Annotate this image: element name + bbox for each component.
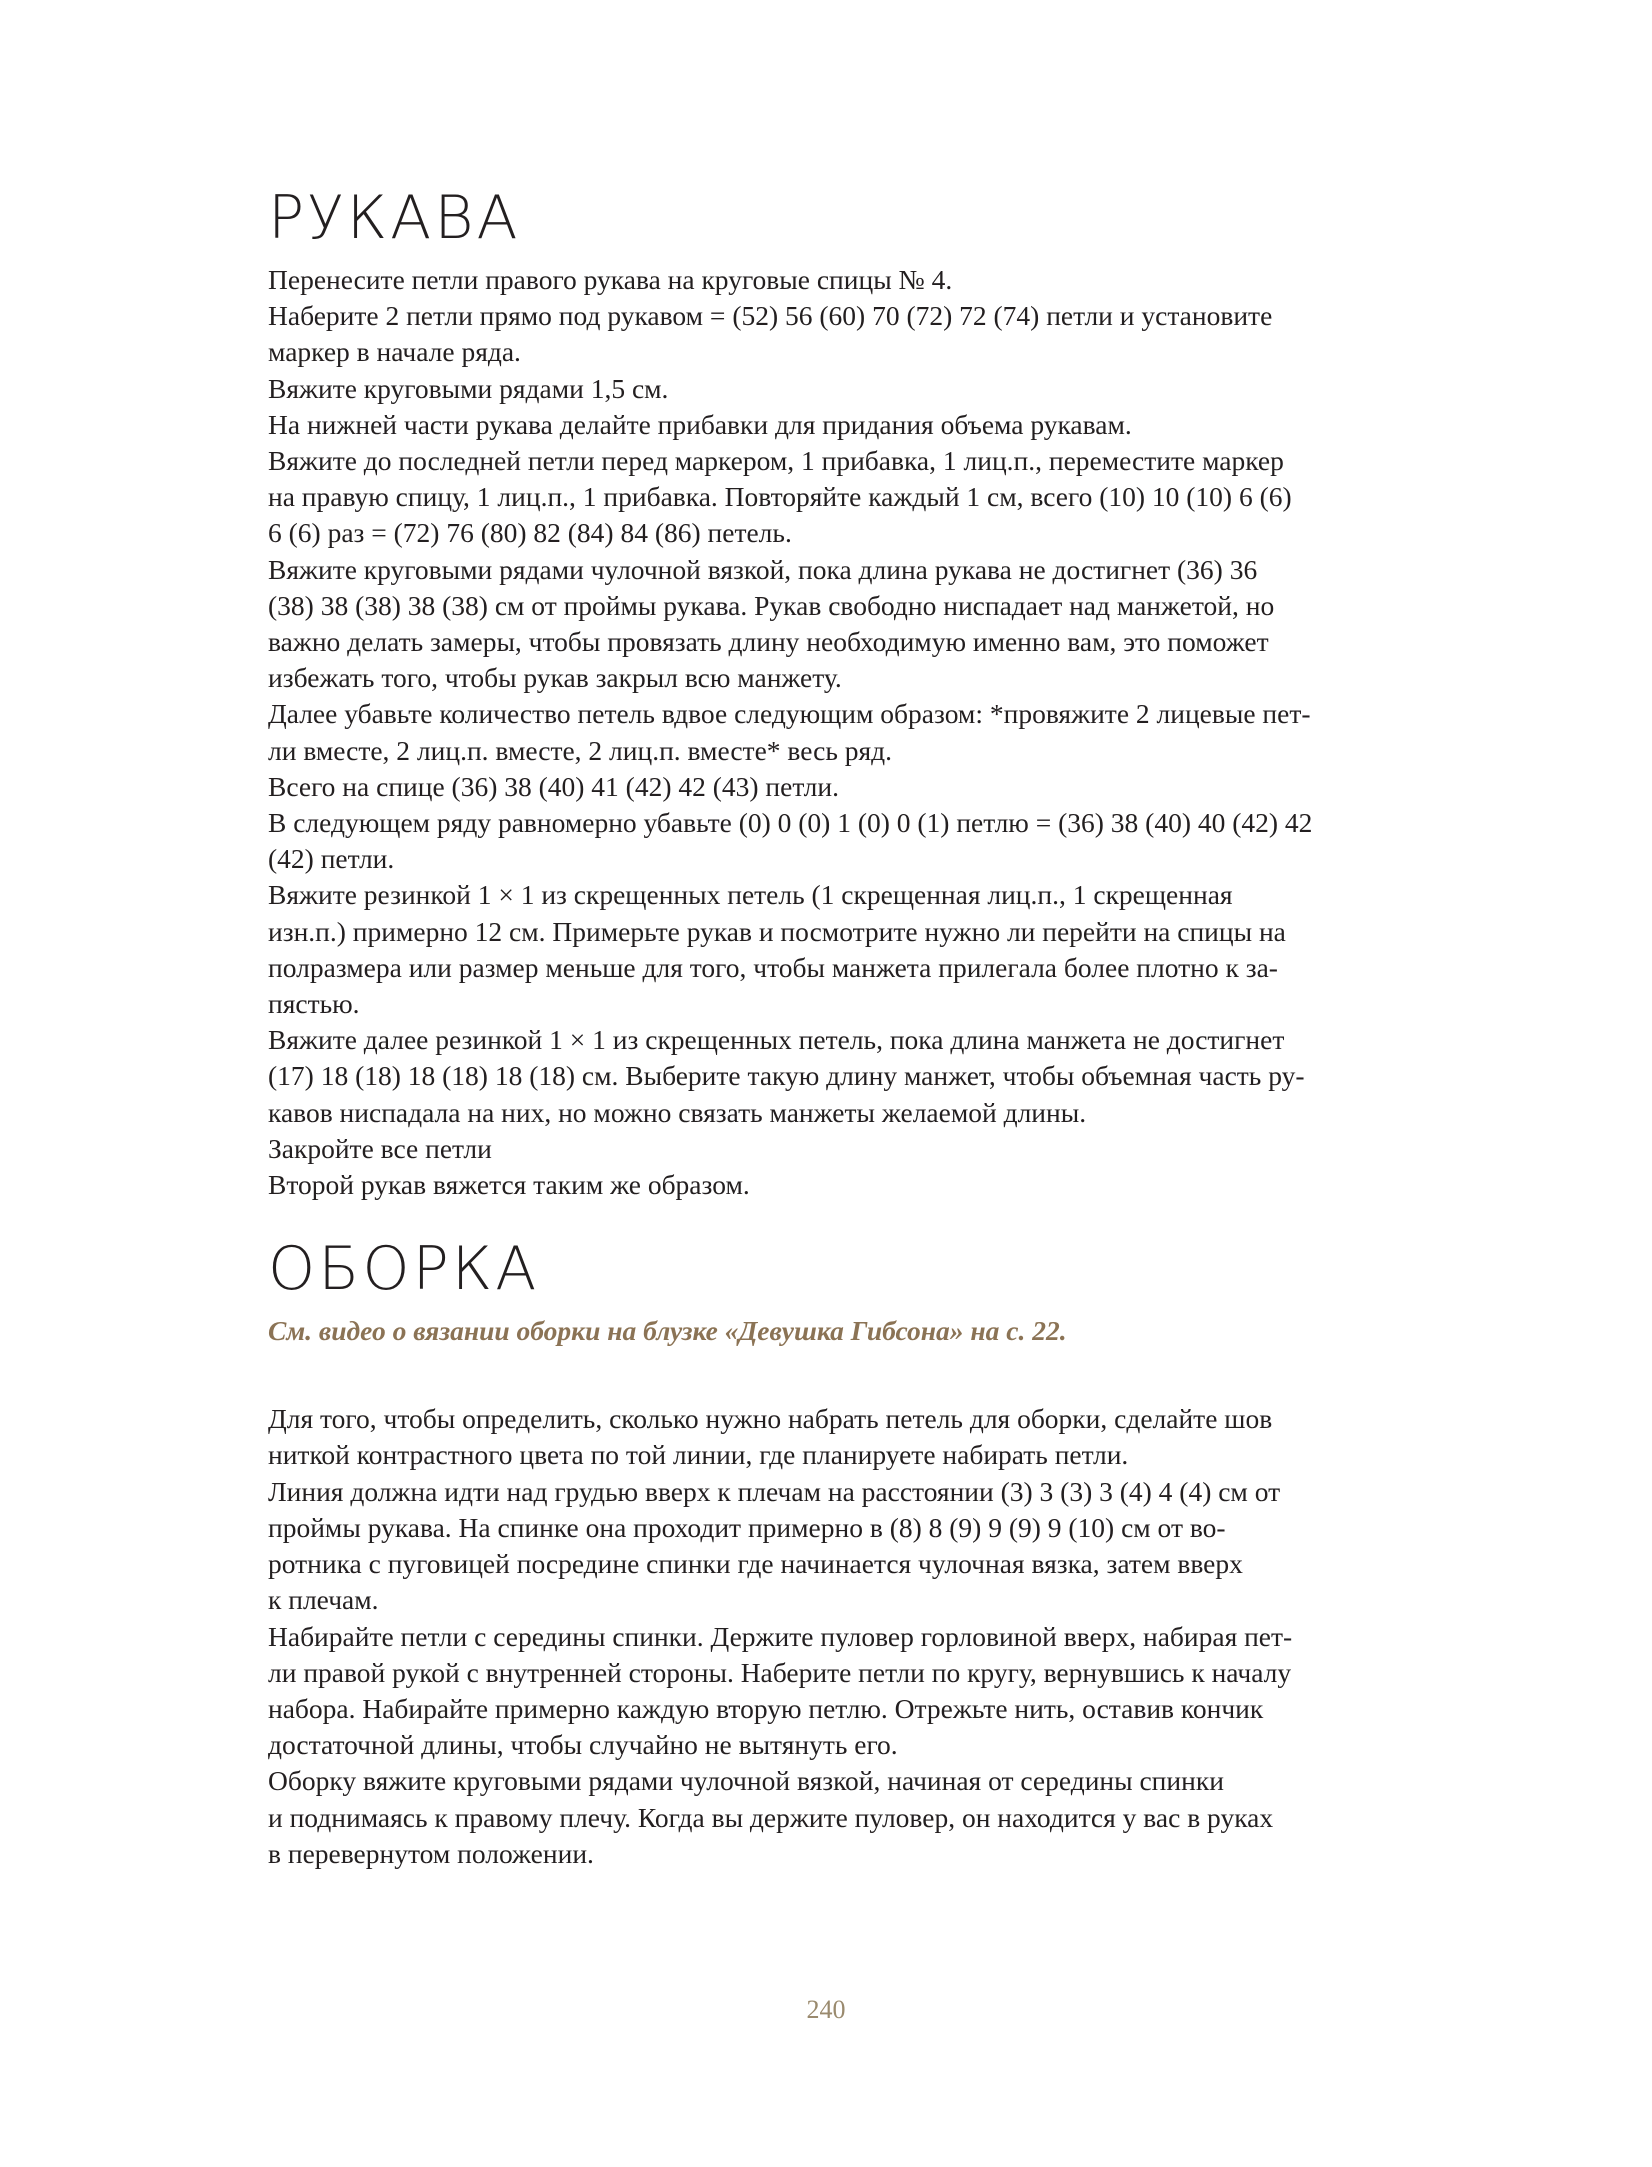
page-number: 240: [806, 1995, 846, 2024]
text-line: Оборку вяжите круговыми рядами чулочной вязкой, начиная от середины спинки: [268, 1765, 1224, 1797]
text-line: избежать того, чтобы рукав закрыл всю манжету.: [268, 662, 842, 694]
text-line: ротника с пуговицей посредине спинки где начинается чулочная вязка, затем вверх: [268, 1548, 1243, 1580]
text-line: Вяжите круговыми рядами чулочной вязкой, пока длина рукава не достигнет (36) 36: [268, 553, 1258, 585]
text-line: Вяжите круговыми рядами 1,5 см.: [268, 372, 669, 404]
text-line: Для того, чтобы определить, сколько нужно набрать петель для оборки, сделайте шов: [268, 1403, 1273, 1435]
text-line: (38) 38 (38) 38 (38) см от проймы рукава. Рукав свободно ниспадает над манжетой, но: [268, 589, 1275, 621]
text-line: изн.п.) примерно 12 см. Примерьте рукав и посмотрите нужно ли перейти на спицы на: [268, 915, 1286, 947]
text-line: и поднимаясь к правому плечу. Когда вы держите пуловер, он находится у вас в руках: [268, 1801, 1274, 1833]
text-line: Всего на спице (36) 38 (40) 41 (42) 42 (43) петли.: [268, 770, 840, 802]
text-line: ли правой рукой с внутренней стороны. Наберите петли по кругу, вернувшись к началу: [268, 1656, 1292, 1688]
text-line: В следующем ряду равномерно убавьте (0) 0 (0) 1 (0) 0 (1) петлю = (36) 38 (40) 40 (42) 42: [268, 807, 1313, 839]
text-line: к плечам.: [268, 1584, 379, 1616]
text-line: 6 (6) раз = (72) 76 (80) 82 (84) 84 (86) петель.: [268, 517, 792, 549]
text-line: Вяжите резинкой 1 × 1 из скрещенных петель (1 скрещенная лиц.п., 1 скрещенная: [268, 879, 1233, 911]
text-line: Закройте все петли: [268, 1132, 492, 1164]
text-line: Наберите 2 петли прямо под рукавом = (52) 56 (60) 70 (72) 72 (74) петли и установите: [268, 300, 1273, 332]
text-line: Далее убавьте количество петель вдвое следующим образом: *провяжите 2 лицевые пет-: [268, 698, 1311, 730]
video-reference-note: См. видео о вязании оборки на блузке «Девушка Гибсона» на с. 22.: [268, 1315, 1067, 1347]
text-line: ли вместе, 2 лиц.п. вместе, 2 лиц.п. вместе* весь ряд.: [268, 734, 893, 766]
text-line: Вяжите далее резинкой 1 × 1 из скрещенных петель, пока длина манжета не достигнет: [268, 1024, 1285, 1056]
text-line: достаточной длины, чтобы случайно не вытянуть его.: [268, 1729, 898, 1761]
section-title-ruffle: ОБОРКА: [268, 1234, 540, 1305]
text-line: Перенесите петли правого рукава на круговые спицы № 4.: [268, 264, 953, 295]
text-line: набора. Набирайте примерно каждую вторую петлю. Отрежьте нить, оставив кончик: [268, 1692, 1264, 1724]
text-line: (17) 18 (18) 18 (18) 18 (18) см. Выберите такую длину манжет, чтобы объемная часть ру-: [268, 1060, 1305, 1092]
page-content: [268, 180, 1468, 1872]
text-line: проймы рукава. На спинке она проходит примерно в (8) 8 (9) 9 (9) 9 (10) см от во-: [268, 1511, 1226, 1543]
text-line: маркер в начале ряда.: [268, 336, 521, 368]
text-line: полразмера или размер меньше для того, чтобы манжета прилегала более плотно к за-: [268, 951, 1278, 983]
text-line: кавов ниспадала на них, но можно связать манжеты желаемой длины.: [268, 1096, 1087, 1128]
text-line: Линия должна идти над грудью вверх к плечам на расстоянии (3) 3 (3) 3 (4) 4 (4) см от: [268, 1475, 1281, 1507]
text-line: На нижней части рукава делайте прибавки для придания объема рукавам.: [268, 408, 1132, 440]
ruffle-body: [268, 1401, 1468, 1872]
sleeves-body: [268, 262, 1468, 1203]
text-line: Набирайте петли с середины спинки. Держите пуловер горловиной вверх, набирая пет-: [268, 1620, 1293, 1652]
section-ruffle: [268, 1231, 1468, 1872]
text-line: (42) петли.: [268, 843, 395, 875]
text-line: важно делать замеры, чтобы провязать длину необходимую именно вам, это поможет: [268, 626, 1269, 658]
text-line: на правую спицу, 1 лиц.п., 1 прибавка. Повторяйте каждый 1 см, всего (10) 10 (10) 6 (6): [268, 481, 1292, 513]
text-line: Вяжите до последней петли перед маркером, 1 прибавка, 1 лиц.п., переместите маркер: [268, 445, 1284, 477]
text-line: в перевернутом положении.: [268, 1837, 594, 1869]
section-sleeves: [268, 180, 1468, 1203]
section-title-sleeves: РУКАВА: [268, 183, 521, 253]
text-line: ниткой контрастного цвета по той линии, где планируете набирать петли.: [268, 1439, 1129, 1471]
text-line: Второй рукав вяжется таким же образом.: [268, 1169, 750, 1201]
text-line: пястью.: [268, 988, 360, 1020]
